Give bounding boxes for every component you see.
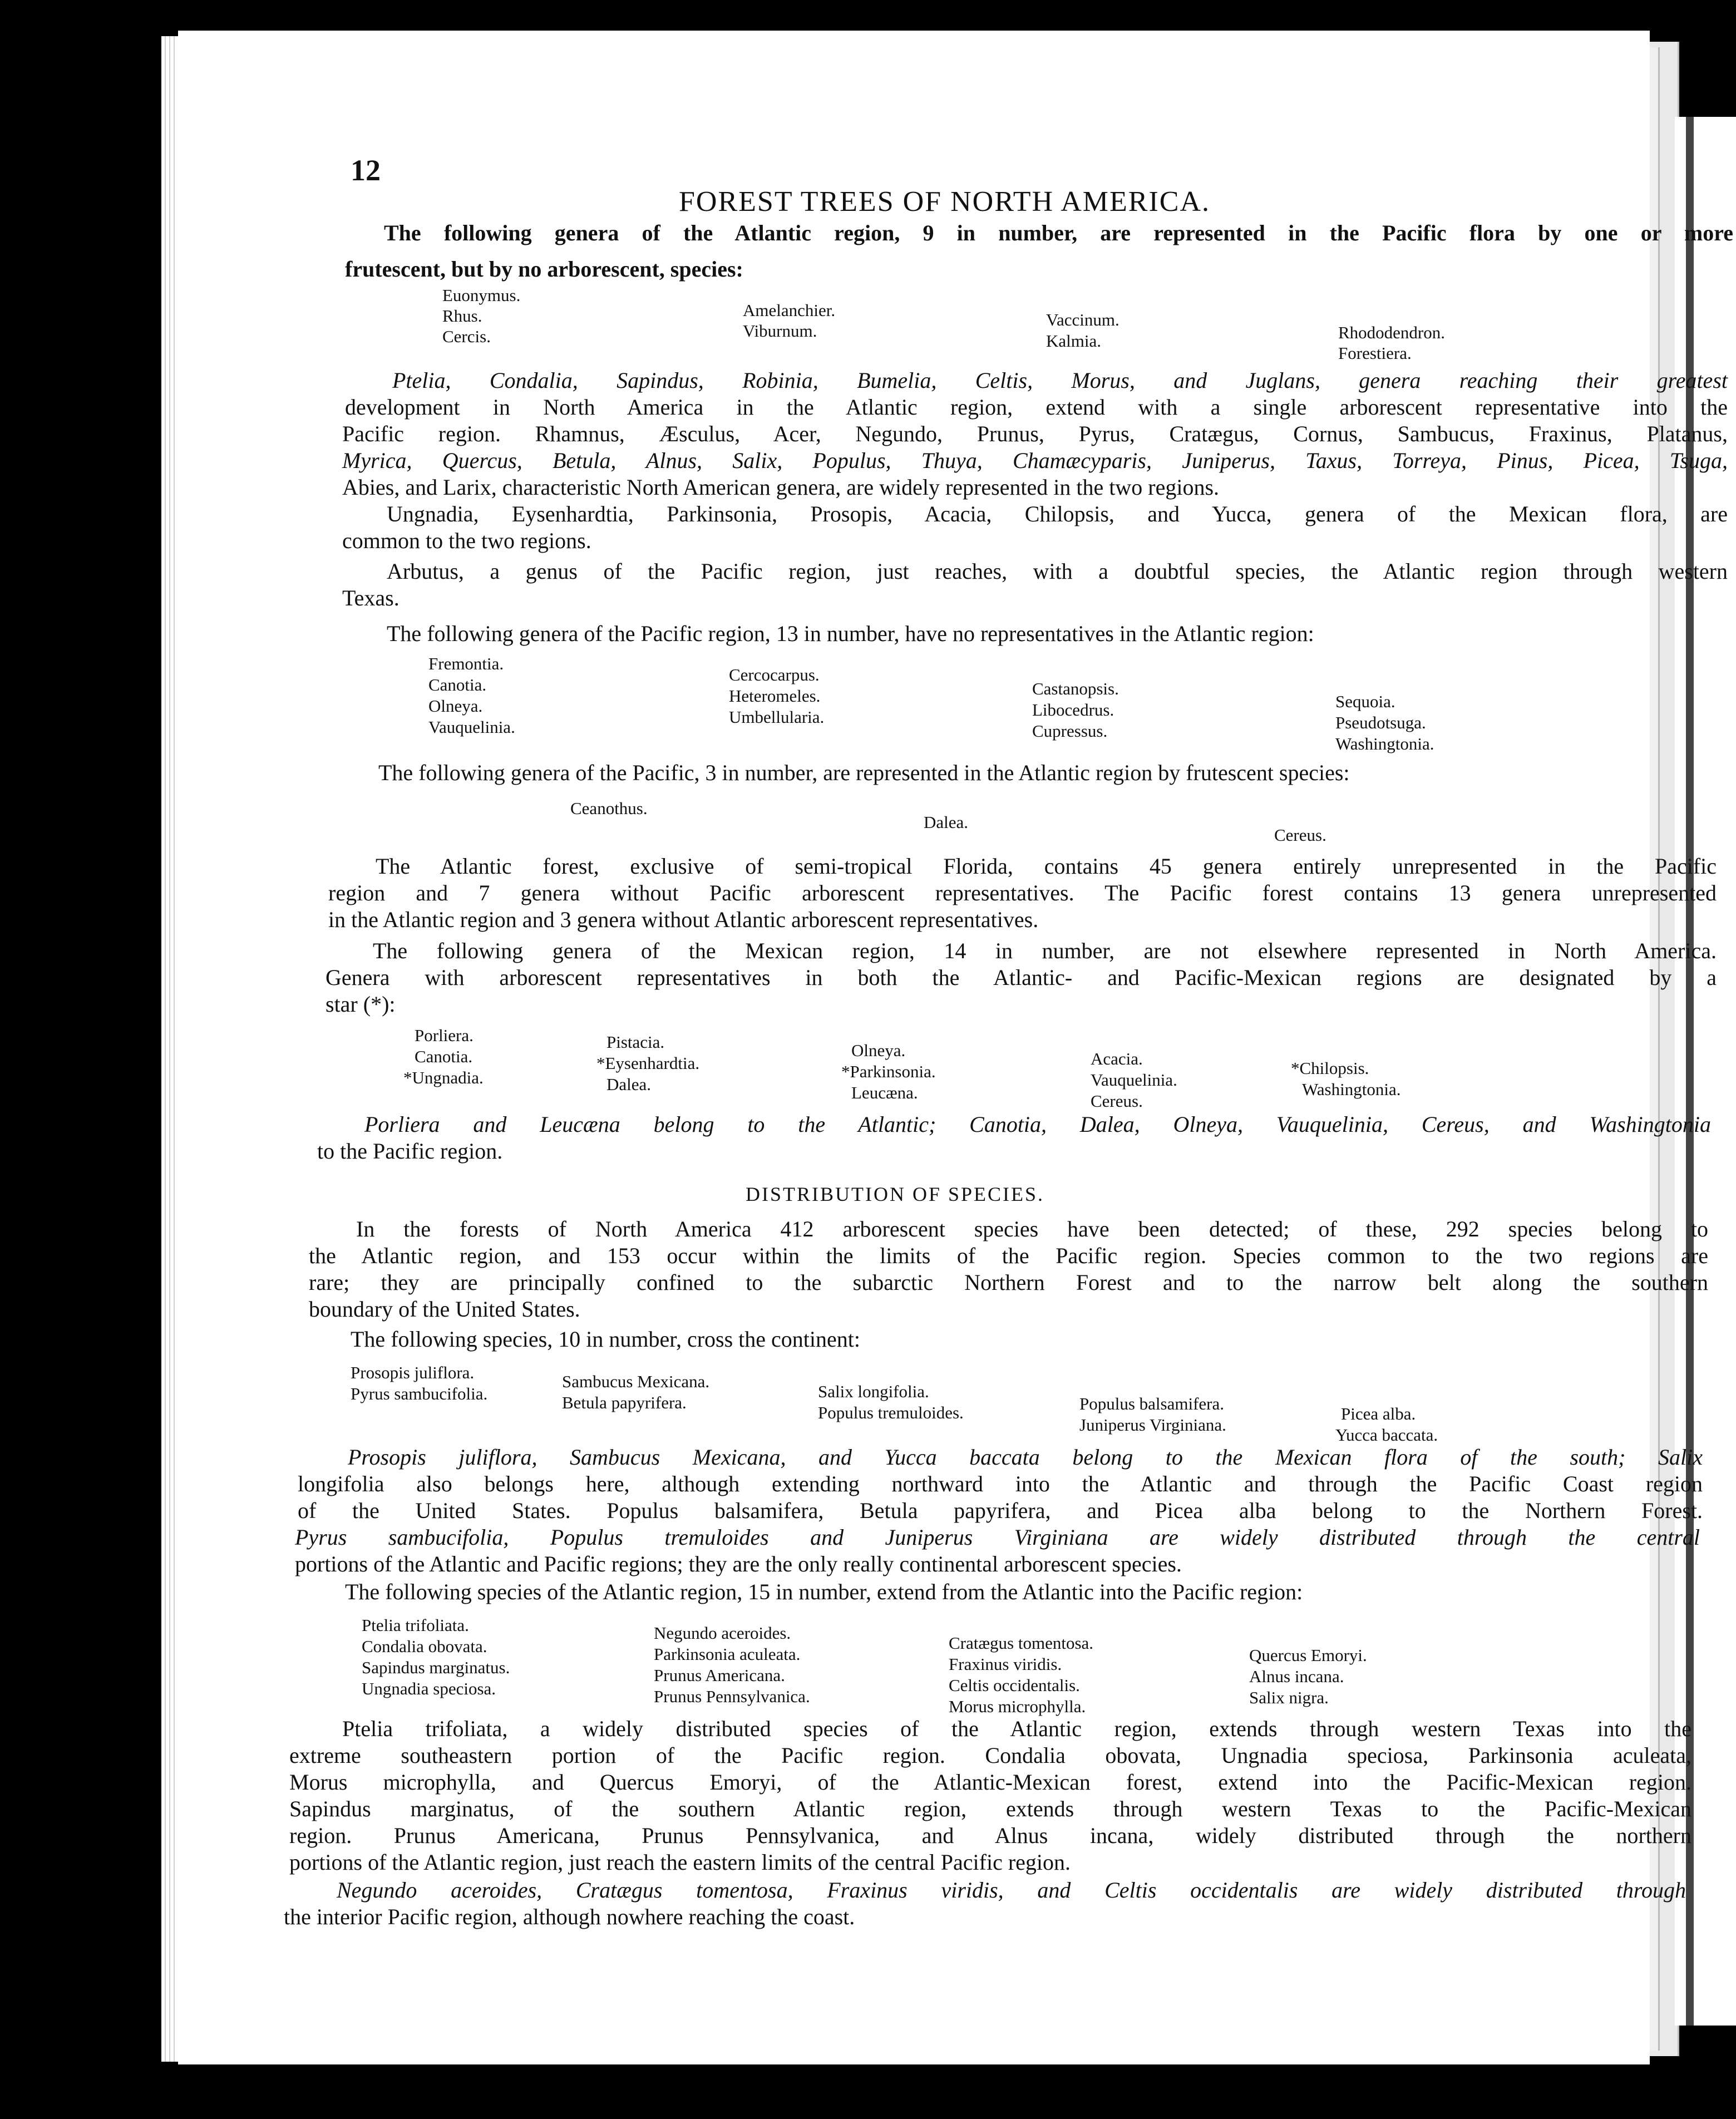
paragraph-line: Ungnadia, Eysenhardtia, Parkinsonia, Prosopis, Acacia, Chilopsis, and Yucca, genera of the Mexican flora, are	[387, 501, 1728, 526]
paragraph-line: Prosopis juliflora, Sambucus Mexicana, and Yucca baccata belong to the Mexican flora of the south; Salix	[348, 1445, 1703, 1470]
list-item: *Eysenhardtia.	[596, 1053, 700, 1073]
list-item: *Ungnadia.	[403, 1068, 484, 1087]
paragraph-line: The following genera of the Pacific region, 13 in number, have no representatives in the Atlantic region:	[387, 621, 1314, 646]
paragraph-line: Sapindus marginatus, of the southern Atlantic region, extends through western Texas to the Pacific-Mexican	[289, 1796, 1691, 1821]
paragraph-line: extreme southeastern portion of the Pacific region. Condalia obovata, Ungnadia speciosa, Parkinsonia aculeata,	[289, 1743, 1691, 1768]
running-title: FOREST TREES OF NORTH AMERICA.	[679, 186, 1210, 218]
list-item: Populus balsamifera.	[1079, 1394, 1225, 1413]
paragraph-line: the interior Pacific region, although nowhere reaching the coast.	[284, 1904, 855, 1929]
list-item: Umbellularia.	[729, 707, 825, 727]
paragraph-line: Genera with arborescent representatives in both the Atlantic- and Pacific-Mexican regions are designated by a	[326, 965, 1717, 990]
paragraph-line: rare; they are principally confined to the subarctic Northern Forest and to the narrow belt along the southern	[309, 1270, 1708, 1295]
paragraph-line: portions of the Atlantic and Pacific regions; they are the only really continental arborescent species.	[295, 1551, 1182, 1576]
list-item: Amelanchier.	[743, 300, 836, 320]
list-item: Populus tremuloides.	[818, 1403, 964, 1422]
list-item: Dalea.	[606, 1075, 652, 1094]
paragraph-line: The following species, 10 in number, cross the continent:	[351, 1327, 860, 1352]
paragraph-line: The following genera of the Atlantic region, 9 in number, are represented in the Pacific flora by one or more	[384, 220, 1733, 245]
paragraph-line: Negundo aceroides, Cratægus tomentosa, Fraxinus viridis, and Celtis occidentalis are widely distributed through	[337, 1877, 1686, 1903]
list-item: Castanopsis.	[1032, 679, 1119, 698]
list-item: Juniperus Virginiana.	[1079, 1415, 1226, 1435]
list-item: Quercus Emoryi.	[1249, 1645, 1367, 1665]
list-item: Cratægus tomentosa.	[949, 1633, 1094, 1653]
list-item: Prunus Pennsylvanica.	[654, 1687, 810, 1706]
list-item: Fremontia.	[428, 654, 504, 673]
paragraph-line: region. Prunus Americana, Prunus Pennsylvanica, and Alnus incana, widely distributed through the northern	[289, 1823, 1691, 1848]
list-item: Cercocarpus.	[729, 665, 820, 684]
list-item: Prunus Americana.	[654, 1665, 785, 1685]
list-item: Salix nigra.	[1249, 1688, 1329, 1707]
list-item: Vauquelinia.	[428, 717, 515, 737]
list-item: Libocedrus.	[1032, 700, 1114, 720]
paragraph-line: The Atlantic forest, exclusive of semi-tropical Florida, contains 45 genera entirely unrepresented in the Pacific	[376, 854, 1717, 879]
list-item: Dalea.	[924, 812, 969, 832]
list-item: Viburnum.	[743, 321, 817, 341]
list-item: Rhus.	[442, 306, 482, 326]
list-item: Cupressus.	[1032, 721, 1108, 741]
paragraph-line: the Atlantic region, and 153 occur within the limits of the Pacific region. Species common to the two regions are	[309, 1243, 1708, 1268]
list-item: Picea alba.	[1341, 1404, 1416, 1423]
list-item: Ungnadia speciosa.	[362, 1679, 496, 1698]
list-item: Cereus.	[1091, 1091, 1143, 1111]
book-page	[178, 31, 1733, 2064]
paragraph-line: in the Atlantic region and 3 genera without Atlantic arborescent representatives.	[328, 907, 1039, 932]
paragraph-line: boundary of the United States.	[309, 1297, 580, 1322]
list-item: Heteromeles.	[729, 686, 821, 706]
list-item: Canotia.	[428, 675, 487, 694]
list-item: Pistacia.	[606, 1032, 665, 1052]
list-item: Negundo aceroides.	[654, 1623, 791, 1643]
paragraph-line: portions of the Atlantic region, just reach the eastern limits of the central Pacific region.	[289, 1850, 1071, 1875]
list-item: Alnus incana.	[1249, 1667, 1344, 1686]
list-item: Morus microphylla.	[949, 1697, 1086, 1716]
paragraph-line: Abies, and Larix, characteristic North American genera, are widely represented in the two regions.	[342, 475, 1220, 500]
paragraph-line: to the Pacific region.	[317, 1139, 503, 1164]
list-item: Vaccinum.	[1046, 310, 1119, 329]
list-item: Sequoia.	[1335, 692, 1395, 711]
list-item: Cercis.	[442, 327, 491, 346]
paragraph-line: common to the two regions.	[342, 528, 591, 553]
list-item: Celtis occidentalis.	[949, 1676, 1080, 1695]
list-item: Washingtonia.	[1302, 1080, 1401, 1099]
paragraph-line: Pacific region. Rhamnus, Æsculus, Acer, Negundo, Prunus, Pyrus, Cratægus, Cornus, Sambucus, Fraxinus, Platanus,	[342, 421, 1728, 446]
list-item: Kalmia.	[1046, 331, 1101, 351]
list-item: Prosopis juliflora.	[351, 1363, 475, 1382]
list-item: *Parkinsonia.	[841, 1062, 936, 1081]
list-item: Olneya.	[428, 696, 483, 716]
list-item: Forestiera.	[1338, 343, 1412, 363]
list-item: Acacia.	[1091, 1049, 1143, 1068]
paragraph-line: of the United States. Populus balsamifera, Betula papyrifera, and Picea alba belong to the Northern Forest.	[298, 1498, 1703, 1523]
list-item: Leucæna.	[851, 1083, 918, 1102]
list-item: Ptelia trifoliata.	[362, 1615, 469, 1635]
list-item: Sapindus marginatus.	[362, 1658, 510, 1677]
list-item: Pyrus sambucifolia.	[351, 1384, 488, 1403]
list-item: Cereus.	[1274, 825, 1326, 845]
list-item: Porliera.	[415, 1026, 474, 1045]
section-heading: DISTRIBUTION OF SPECIES.	[746, 1183, 1045, 1205]
paragraph-line: In the forests of North America 412 arborescent species have been detected; of these, 292 species belong to	[356, 1216, 1708, 1241]
paragraph-line: longifolia also belongs here, although extending northward into the Atlantic and through the Pacific Coast region	[298, 1471, 1703, 1496]
paragraph-line: Pyrus sambucifolia, Populus tremuloides and Juniperus Virginiana are widely distributed through the central	[295, 1525, 1700, 1550]
paragraph-line: Myrica, Quercus, Betula, Alnus, Salix, Populus, Thuya, Chamæcyparis, Juniperus, Taxus, Torreya, Pinus, Picea, Tsuga,	[342, 448, 1728, 473]
paragraph-line: region and 7 genera without Pacific arborescent representatives. The Pacific forest contains 13 genera unrepresented	[328, 880, 1717, 905]
paragraph-line: frutescent, but by no arborescent, species:	[345, 257, 743, 282]
paragraph-line: Texas.	[342, 585, 400, 610]
list-item: Parkinsonia aculeata.	[654, 1644, 801, 1664]
list-item: Betula papyrifera.	[562, 1393, 687, 1412]
list-item: Salix longifolia.	[818, 1382, 929, 1401]
list-item: Ceanothus.	[570, 799, 648, 818]
list-item: Pseudotsuga.	[1335, 713, 1426, 732]
paragraph-line: The following species of the Atlantic region, 15 in number, extend from the Atlantic into the Pacific region:	[345, 1579, 1303, 1604]
list-item: Fraxinus viridis.	[949, 1654, 1062, 1674]
list-item: Vauquelinia.	[1091, 1070, 1177, 1090]
list-item: Euonymus.	[442, 285, 521, 305]
paragraph-line: Arbutus, a genus of the Pacific region, just reaches, with a doubtful species, the Atlantic region through western	[387, 559, 1728, 584]
paragraph-line: Morus microphylla, and Quercus Emoryi, of the Atlantic-Mexican forest, extend into the Pacific-Mexican region.	[289, 1770, 1691, 1795]
list-item: Canotia.	[415, 1047, 473, 1066]
paragraph-line: star (*):	[326, 992, 396, 1017]
list-item: Yucca baccata.	[1335, 1425, 1438, 1445]
paragraph-line: development in North America in the Atlantic region, extend with a single arborescent representative into the	[345, 395, 1728, 420]
paragraph-line: The following genera of the Pacific, 3 in number, are represented in the Atlantic region by frutescent species:	[378, 760, 1350, 785]
paragraph-line: The following genera of the Mexican region, 14 in number, are not elsewhere represented in North America.	[373, 938, 1717, 963]
list-item: *Chilopsis.	[1291, 1058, 1369, 1078]
paragraph-line: Ptelia trifoliata, a widely distributed species of the Atlantic region, extends through western Texas into the	[342, 1716, 1691, 1741]
list-item: Condalia obovata.	[362, 1637, 487, 1656]
paragraph-line: Ptelia, Condalia, Sapindus, Robinia, Bumelia, Celtis, Morus, and Juglans, genera reaching their greatest	[392, 368, 1728, 393]
list-item: Sambucus Mexicana.	[562, 1372, 710, 1391]
page-number: 12	[351, 154, 381, 187]
list-item: Olneya.	[851, 1041, 906, 1060]
paragraph-line: Porliera and Leucæna belong to the Atlantic; Canotia, Dalea, Olneya, Vauquelinia, Cereus, and Washingtonia	[364, 1112, 1711, 1137]
list-item: Rhododendron.	[1338, 323, 1446, 342]
list-item: Washingtonia.	[1335, 734, 1434, 753]
